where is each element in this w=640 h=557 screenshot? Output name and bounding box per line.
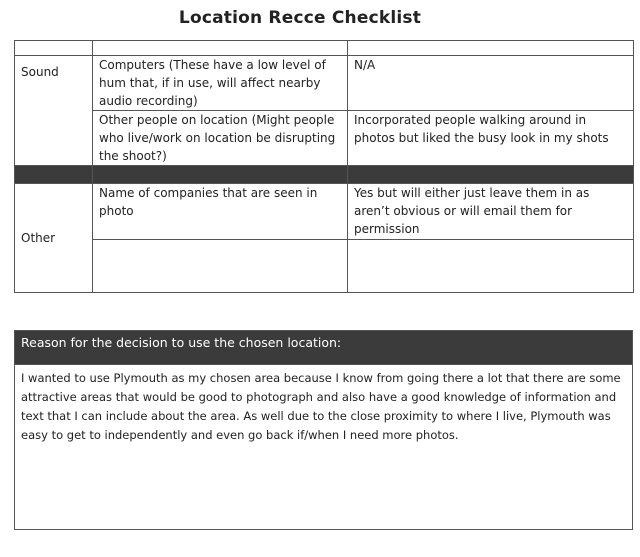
table-row <box>15 240 634 293</box>
page-title: Location Recce Checklist <box>178 8 422 28</box>
checklist-table <box>14 40 634 293</box>
table-cell <box>348 41 634 56</box>
item-cell: Computers (These have a low level of hum that, if in use, will affect nearby audio recording) <box>93 56 348 111</box>
table-row <box>15 56 634 111</box>
table-row <box>15 184 634 240</box>
table-cell <box>348 240 634 293</box>
category-sound <box>15 56 93 166</box>
response-cell: N/A <box>348 56 634 111</box>
table-row <box>15 41 634 56</box>
table-cell <box>93 41 348 56</box>
table-row <box>15 365 633 530</box>
reason-body: I wanted to use Plymouth as my chosen area because I know from going there a lot that there are some attractive areas that would be good to photograph and also have a good knowledge of information and text that I can include about the area. As well due to the close proximity to where I live, Plymouth was easy to get to independently and even go back if/when I need more photos. <box>15 365 633 530</box>
response-cell: Incorporated people walking around in photos but liked the busy look in my shots <box>348 111 634 166</box>
table-cell <box>15 41 93 56</box>
divider-row <box>15 166 634 184</box>
category-label: Other <box>21 231 56 245</box>
table-row <box>15 111 634 166</box>
table-row <box>15 331 633 365</box>
item-cell: Name of companies that are seen in photo <box>93 184 348 240</box>
response-cell: Yes but will either just leave them in as aren’t obvious or will email them for permission <box>348 184 634 240</box>
table-cell <box>93 240 348 293</box>
table-cell <box>348 166 634 184</box>
category-other <box>15 184 93 293</box>
category-label: Sound <box>21 65 59 79</box>
table-cell <box>15 166 93 184</box>
item-cell: Other people on location (Might people who live/work on location be disrupting the shoot?) <box>93 111 348 166</box>
table-cell <box>93 166 348 184</box>
reason-heading: Reason for the decision to use the chosen location: <box>15 331 633 365</box>
reason-table <box>14 330 633 530</box>
